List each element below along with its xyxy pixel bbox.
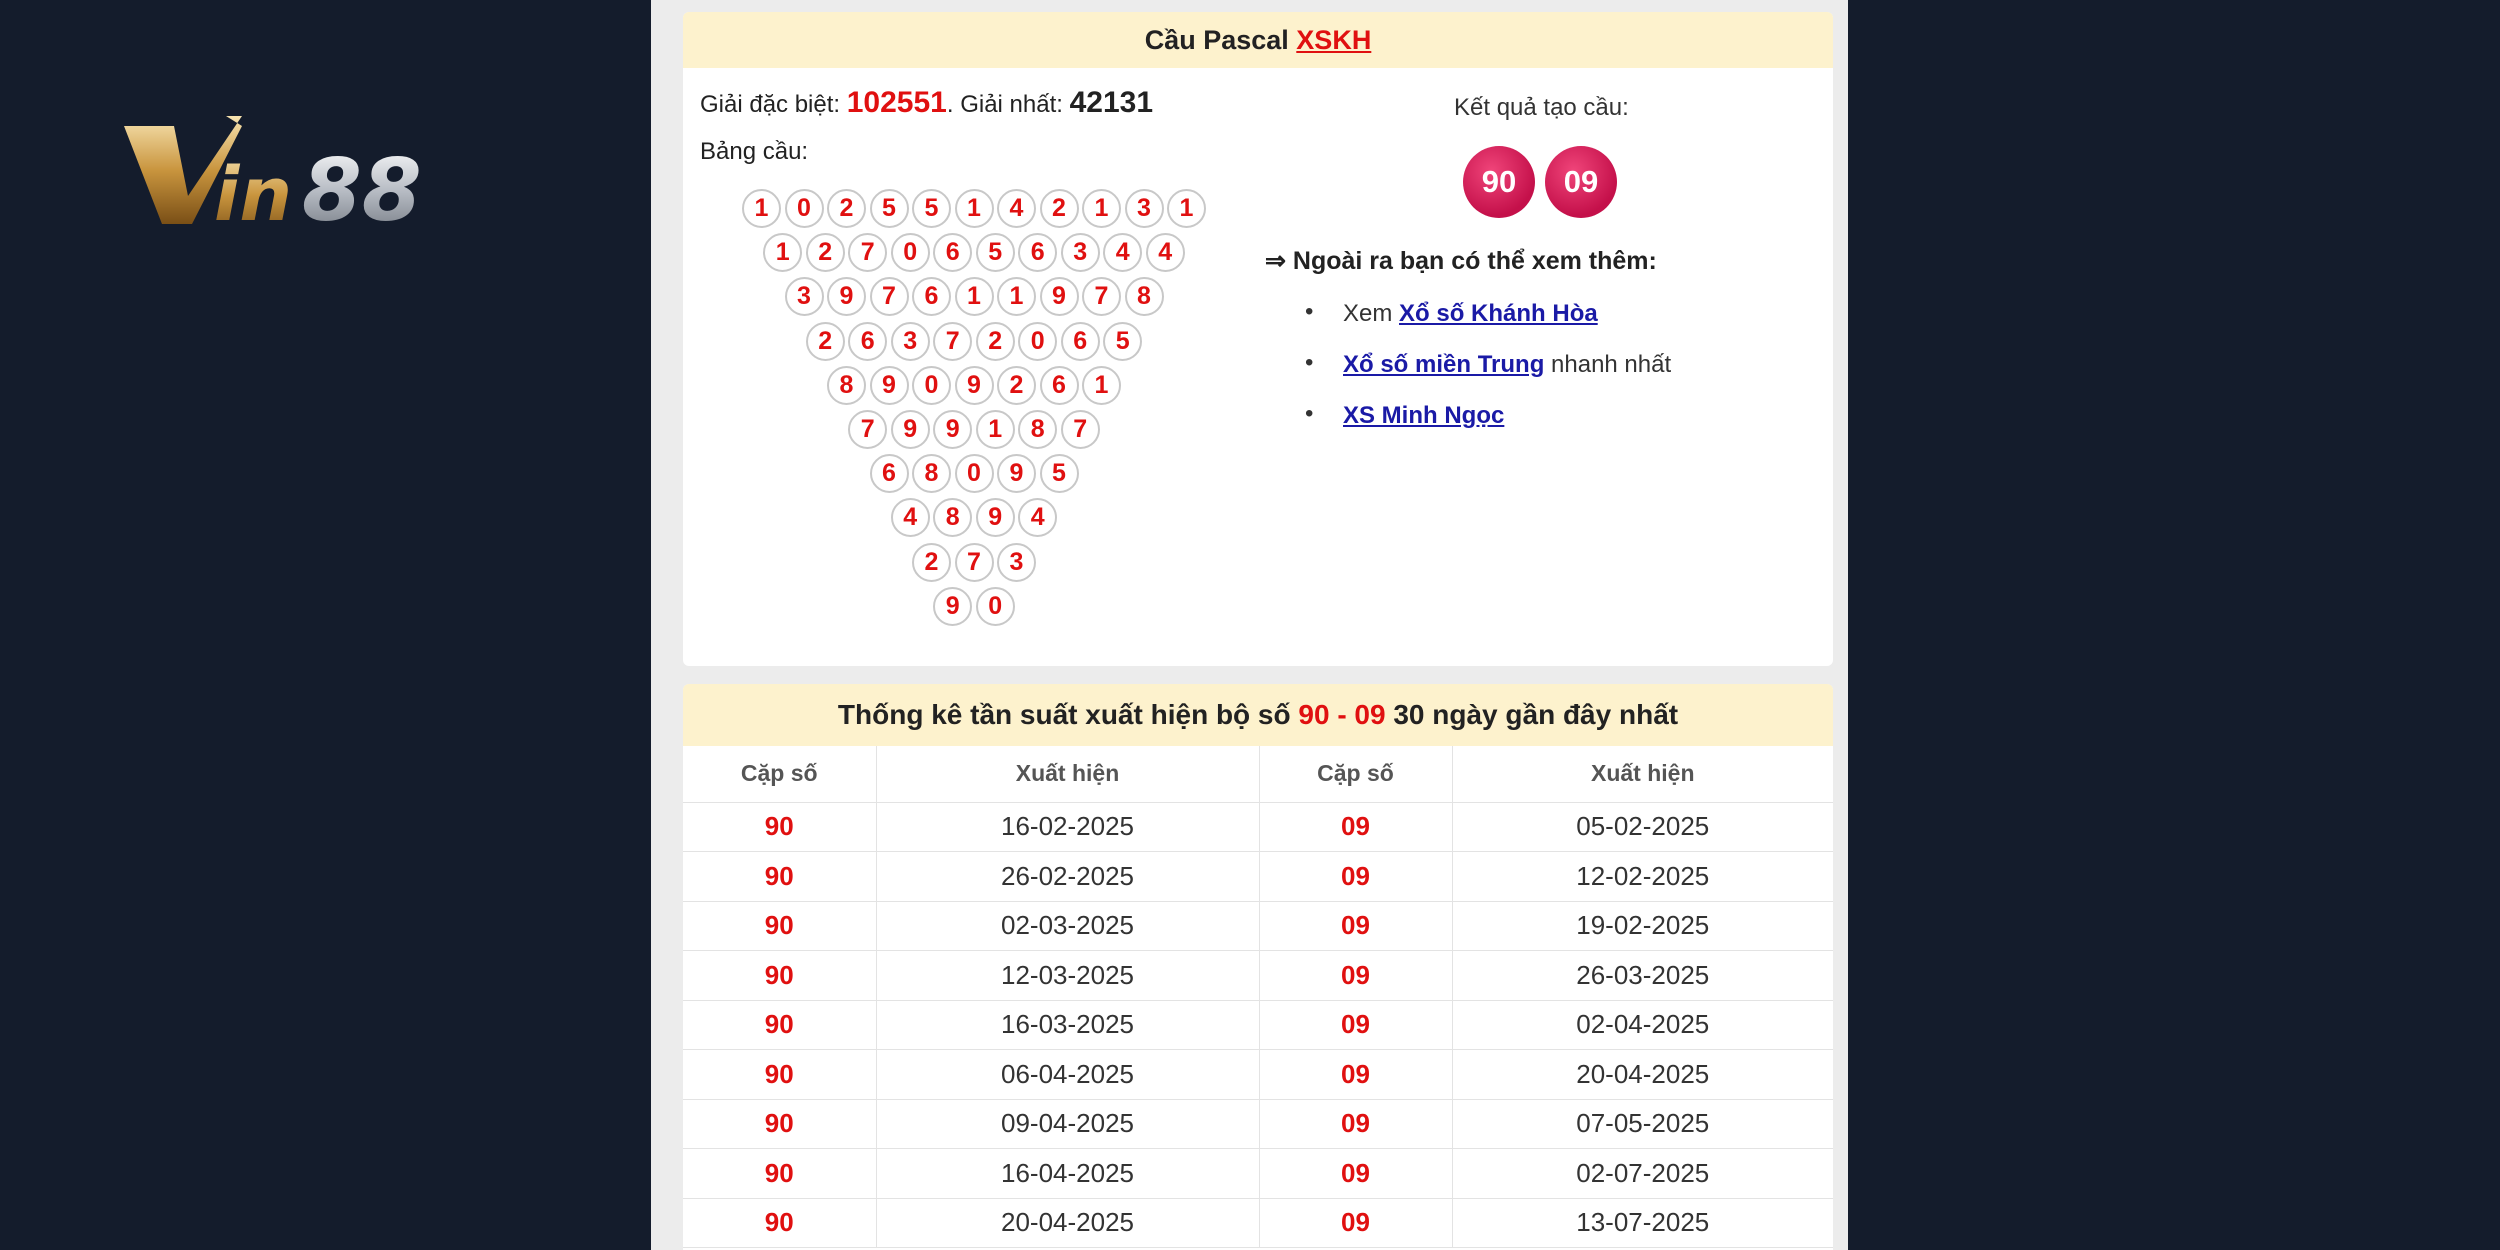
svg-text:in: in xyxy=(214,152,293,232)
triangle-ball: 6 xyxy=(848,322,887,361)
pair-cell: 09 xyxy=(1259,901,1452,951)
table-row xyxy=(683,852,1833,902)
triangle-ball: 6 xyxy=(1061,322,1100,361)
more-links xyxy=(1305,300,1671,453)
table-row xyxy=(683,951,1833,1001)
date-cell: 12-03-2025 xyxy=(876,951,1259,1001)
triangle-row xyxy=(933,587,1018,626)
triangle-row xyxy=(912,543,1040,582)
result-ball: 09 xyxy=(1545,146,1617,218)
table-row xyxy=(683,1050,1833,1100)
triangle-ball: 1 xyxy=(997,277,1036,316)
link-suffix: nhanh nhất xyxy=(1544,351,1672,378)
triangle-ball: 2 xyxy=(806,233,845,272)
triangle-ball: 9 xyxy=(1040,277,1079,316)
stats-header xyxy=(683,684,1833,746)
triangle-ball: 8 xyxy=(1125,277,1164,316)
prize-line xyxy=(700,86,1153,120)
pascal-header xyxy=(683,12,1833,68)
triangle-ball: 5 xyxy=(976,233,1015,272)
pair-cell: 09 xyxy=(1259,1099,1452,1149)
date-cell: 02-04-2025 xyxy=(1452,1000,1833,1050)
pascal-title: Cầu Pascal xyxy=(1144,25,1289,55)
triangle-ball: 4 xyxy=(1146,233,1185,272)
date-cell: 26-03-2025 xyxy=(1452,951,1833,1001)
triangle-ball: 2 xyxy=(976,322,1015,361)
triangle-ball: 7 xyxy=(848,233,887,272)
triangle-ball: 0 xyxy=(891,233,930,272)
triangle-row xyxy=(827,366,1125,405)
col-header: Cặp số xyxy=(683,746,876,802)
date-cell: 02-07-2025 xyxy=(1452,1149,1833,1199)
triangle-ball: 0 xyxy=(1018,322,1057,361)
stats-body xyxy=(683,802,1833,1248)
special-value: 102551 xyxy=(846,86,947,119)
triangle-ball: 3 xyxy=(1125,189,1164,228)
triangle-ball: 3 xyxy=(785,277,824,316)
triangle-row xyxy=(848,410,1103,449)
triangle-ball: 8 xyxy=(827,366,866,405)
pair-cell: 90 xyxy=(683,852,876,902)
triangle-ball: 9 xyxy=(870,366,909,405)
xskh-link[interactable]: XSKH xyxy=(1296,25,1372,55)
date-cell: 20-04-2025 xyxy=(1452,1050,1833,1100)
triangle-ball: 5 xyxy=(870,189,909,228)
triangle-ball: 3 xyxy=(891,322,930,361)
triangle-ball: 1 xyxy=(955,189,994,228)
table-row xyxy=(683,901,1833,951)
stats-title-pair: 90 - 09 xyxy=(1298,699,1386,730)
date-cell: 16-04-2025 xyxy=(876,1149,1259,1199)
triangle-ball: 4 xyxy=(997,189,1036,228)
first-value: 42131 xyxy=(1069,86,1154,119)
table-label: Bảng cầu: xyxy=(700,138,809,165)
triangle-ball: 1 xyxy=(1082,366,1121,405)
triangle-ball: 6 xyxy=(870,454,909,493)
pair-cell: 09 xyxy=(1259,1050,1452,1100)
date-cell: 12-02-2025 xyxy=(1452,852,1833,902)
stats-title-suffix: 30 ngày gần đây nhất xyxy=(1393,699,1679,730)
triangle-ball: 1 xyxy=(1082,189,1121,228)
pair-cell: 09 xyxy=(1259,1198,1452,1248)
triangle-ball: 4 xyxy=(1018,498,1057,537)
triangle-ball: 7 xyxy=(848,410,887,449)
pair-cell: 90 xyxy=(683,1050,876,1100)
list-item xyxy=(1305,300,1671,351)
triangle-ball: 9 xyxy=(955,366,994,405)
triangle-ball: 6 xyxy=(1040,366,1079,405)
result-ball: 90 xyxy=(1463,146,1535,218)
pair-cell: 90 xyxy=(683,1099,876,1149)
stats-table xyxy=(683,746,1833,1248)
triangle-ball: 1 xyxy=(976,410,1015,449)
date-cell: 07-05-2025 xyxy=(1452,1099,1833,1149)
triangle-row xyxy=(742,189,1210,228)
triangle-ball: 7 xyxy=(933,322,972,361)
table-header-row xyxy=(683,746,1833,802)
date-cell: 13-07-2025 xyxy=(1452,1198,1833,1248)
triangle-ball: 9 xyxy=(933,410,972,449)
triangle-ball: 9 xyxy=(891,410,930,449)
triangle-ball: 0 xyxy=(976,587,1015,626)
first-label: Giải nhất: xyxy=(960,91,1063,118)
stats-card xyxy=(683,684,1833,1250)
triangle-ball: 9 xyxy=(976,498,1015,537)
link-prefix: Xem xyxy=(1343,300,1400,327)
triangle-ball: 1 xyxy=(1167,189,1206,228)
table-row xyxy=(683,802,1833,852)
pair-cell: 90 xyxy=(683,951,876,1001)
triangle-row xyxy=(806,322,1146,361)
triangle-ball: 4 xyxy=(1103,233,1142,272)
date-cell: 16-03-2025 xyxy=(876,1000,1259,1050)
date-cell: 16-02-2025 xyxy=(876,802,1259,852)
date-cell: 02-03-2025 xyxy=(876,901,1259,951)
list-item xyxy=(1305,351,1671,402)
triangle-ball: 3 xyxy=(997,543,1036,582)
triangle-ball: 0 xyxy=(955,454,994,493)
triangle-ball: 6 xyxy=(912,277,951,316)
triangle-ball: 2 xyxy=(1040,189,1079,228)
svg-text:88: 88 xyxy=(302,141,422,232)
pair-cell: 90 xyxy=(683,1149,876,1199)
stats-title: Thống kê tần suất xuất hiện bộ số xyxy=(837,699,1291,730)
link-xo-so-khanh-hoa[interactable]: Xổ số Khánh Hòa xyxy=(1399,300,1598,327)
triangle-ball: 1 xyxy=(763,233,802,272)
pair-cell: 09 xyxy=(1259,1000,1452,1050)
date-cell: 26-02-2025 xyxy=(876,852,1259,902)
pair-cell: 90 xyxy=(683,901,876,951)
pair-cell: 90 xyxy=(683,1198,876,1248)
table-row xyxy=(683,1198,1833,1248)
date-cell: 09-04-2025 xyxy=(876,1099,1259,1149)
col-header: Xuất hiện xyxy=(1452,746,1833,802)
result-label: Kết quả tạo cầu: xyxy=(1454,94,1629,121)
table-row xyxy=(683,1099,1833,1149)
date-cell: 20-04-2025 xyxy=(876,1198,1259,1248)
triangle-row xyxy=(763,233,1188,272)
prize-separator: . xyxy=(946,91,954,118)
pair-cell: 90 xyxy=(683,802,876,852)
triangle-row xyxy=(785,277,1168,316)
pair-cell: 09 xyxy=(1259,951,1452,1001)
table-row xyxy=(683,1000,1833,1050)
triangle-ball: 2 xyxy=(806,322,845,361)
triangle-ball: 6 xyxy=(933,233,972,272)
triangle-ball: 9 xyxy=(827,277,866,316)
pair-cell: 09 xyxy=(1259,1149,1452,1199)
special-label: Giải đặc biệt: xyxy=(700,91,841,118)
col-header: Xuất hiện xyxy=(876,746,1259,802)
triangle-ball: 7 xyxy=(1082,277,1121,316)
pair-cell: 90 xyxy=(683,1000,876,1050)
triangle-ball: 2 xyxy=(912,543,951,582)
triangle-ball: 7 xyxy=(1061,410,1100,449)
triangle-ball: 9 xyxy=(933,587,972,626)
table-row xyxy=(683,1149,1833,1199)
triangle-ball: 0 xyxy=(785,189,824,228)
triangle-ball: 8 xyxy=(912,454,951,493)
result-balls xyxy=(1463,146,1617,218)
list-item xyxy=(1305,402,1671,453)
triangle-ball: 8 xyxy=(933,498,972,537)
date-cell: 06-04-2025 xyxy=(876,1050,1259,1100)
link-xs-minh-ngoc[interactable]: XS Minh Ngọc xyxy=(1343,402,1505,429)
triangle-ball: 1 xyxy=(742,189,781,228)
triangle-ball: 3 xyxy=(1061,233,1100,272)
triangle-row xyxy=(891,498,1061,537)
pair-cell: 09 xyxy=(1259,802,1452,852)
triangle-ball: 5 xyxy=(1103,322,1142,361)
triangle-ball: 0 xyxy=(912,366,951,405)
triangle-ball: 9 xyxy=(997,454,1036,493)
date-cell: 19-02-2025 xyxy=(1452,901,1833,951)
date-cell: 05-02-2025 xyxy=(1452,802,1833,852)
logo-mark xyxy=(122,116,482,232)
col-header: Cặp số xyxy=(1259,746,1452,802)
triangle-row xyxy=(870,454,1083,493)
more-title: ⇒ Ngoài ra bạn có thể xem thêm: xyxy=(1265,247,1657,275)
triangle-ball: 7 xyxy=(870,277,909,316)
triangle-ball: 6 xyxy=(1018,233,1057,272)
triangle-ball: 7 xyxy=(955,543,994,582)
pair-cell: 09 xyxy=(1259,852,1452,902)
link-xo-so-mien-trung[interactable]: Xổ số miền Trung xyxy=(1343,351,1545,378)
triangle-ball: 1 xyxy=(955,277,994,316)
triangle-ball: 4 xyxy=(891,498,930,537)
vin88-logo[interactable] xyxy=(122,116,482,232)
pascal-card xyxy=(683,12,1833,666)
triangle-ball: 8 xyxy=(1018,410,1057,449)
triangle-ball: 5 xyxy=(1040,454,1079,493)
triangle-ball: 2 xyxy=(827,189,866,228)
triangle-ball: 5 xyxy=(912,189,951,228)
triangle-ball: 2 xyxy=(997,366,1036,405)
